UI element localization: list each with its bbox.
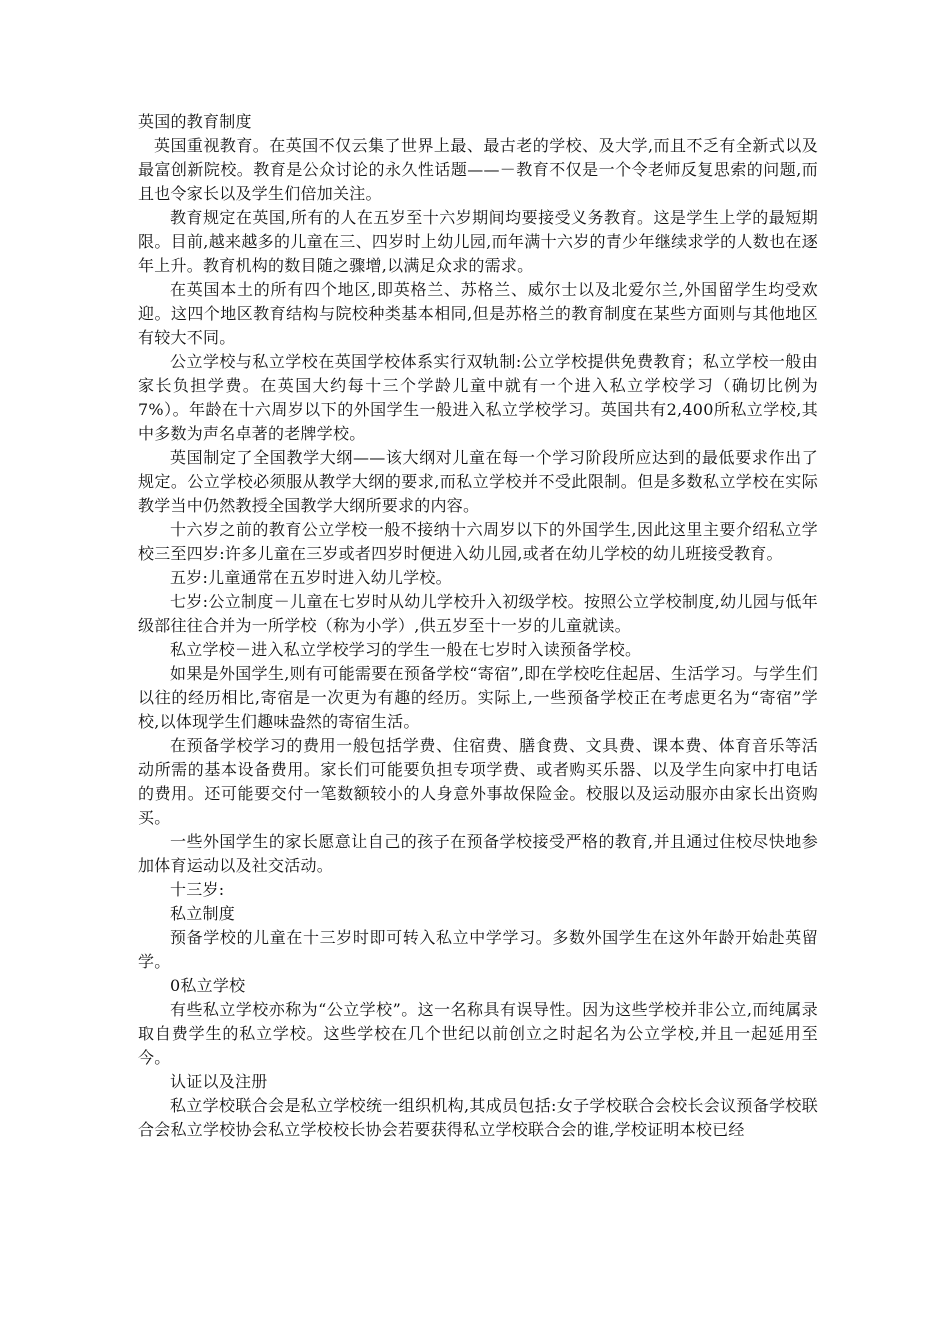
paragraph-dual-system: 公立学校与私立学校在英国学校体系实行双轨制:公立学校提供免费教育；私立学校一般由家长负担学费。在英国大约每十三个学龄儿童中就有一个进入私立学校学习（确切比例为7%）。年龄在十六周岁以下的外国学生一般进入私立学校学习。英国共有2,400所私立学校,其中多数为声名卓著的老牌学校。 — [138, 352, 818, 443]
document-title: 英国的教育制度 — [138, 112, 252, 131]
document-page — [138, 110, 818, 1142]
paragraph-isc-members: 私立学校联合会是私立学校统一组织机构,其成员包括:女子学校联合会校长会议预备学校联合会私立学校协会私立学校校长协会若要获得私立学校联合会的谁,学校证明本校已经 — [138, 1096, 818, 1139]
paragraph-public-school-name: 有些私立学校亦称为“公立学校”。这一名称具有误导性。因为这些学校并非公立,而纯属录取自费学生的私立学校。这些学校在几个世纪以前创立之时起名为公立学校,并且一起延用至今。 — [138, 1000, 818, 1067]
paragraph-private-school-heading: 0私立学校 — [170, 976, 246, 995]
paragraph-national-curriculum: 英国制定了全国教学大纲——该大纲对儿童在每一个学习阶段所应达到的最低要求作出了规定。公立学校必须服从教学大纲的要求,而私立学校并不受此限制。但是多数私立学校在实际教学当中仍然教授全国教学大纲所要求的内容。 — [138, 448, 818, 515]
paragraph-intro: 英国重视教育。在英国不仅云集了世界上最、最古老的学校、及大学,而且不乏有全新式以及最富创新院校。教育是公众讨论的永久性话题——－教育不仅是一个令老师反复思索的问题,而且也令家长以及学生们倍加关注。 — [138, 136, 818, 203]
paragraph-compulsory-education: 教育规定在英国,所有的人在五岁至十六岁期间均要接受义务教育。这是学生上学的最短期限。目前,越来越多的儿童在三、四岁时上幼儿园,而年满十六岁的青少年继续求学的人数也在逐年上升。教育机构的数目随之骤增,以满足众求的需求。 — [138, 208, 818, 275]
paragraph-accreditation-heading: 认证以及注册 — [170, 1072, 268, 1091]
paragraph-age-five: 五岁:儿童通常在五岁时进入幼儿学校。 — [170, 568, 452, 587]
paragraph-boarding: 如果是外国学生,则有可能需要在预备学校“寄宿”,即在学校吃住起居、生活学习。与学生们以往的经历相比,寄宿是一次更为有趣的经历。实际上,一些预备学校正在考虑更名为“寄宿”学校,以体现学生们趣味盎然的寄宿生活。 — [138, 664, 818, 731]
document-body — [138, 134, 818, 1142]
paragraph-four-regions: 在英国本土的所有四个地区,即英格兰、苏格兰、威尔士以及北爱尔兰,外国留学生均受欢迎。这四个地区教育结构与院校种类基本相同,但是苏格兰的教育制度在某些方面则与其他地区有较大不同。 — [138, 280, 818, 347]
paragraph-private-system: 私立制度 — [170, 904, 236, 923]
paragraph-secondary-transfer: 预备学校的儿童在十三岁时即可转入私立中学学习。多数外国学生在这外年龄开始赴英留学。 — [138, 928, 818, 971]
paragraph-age-seven: 七岁:公立制度－儿童在七岁时从幼儿学校升入初级学校。按照公立学校制度,幼儿园与低年级部往往合并为一所学校（称为小学）,供五岁至十一岁的儿童就读。 — [138, 592, 818, 635]
paragraph-private-school-entry: 私立学校－进入私立学校学习的学生一般在七岁时入读预备学校。 — [170, 640, 642, 659]
paragraph-before-sixteen: 十六岁之前的教育公立学校一般不接纳十六周岁以下的外国学生,因此这里主要介绍私立学校三至四岁:许多儿童在三岁或者四岁时便进入幼儿园,或者在幼儿学校的幼儿班接受教育。 — [138, 520, 818, 563]
paragraph-parents-choice: 一些外国学生的家长愿意让自己的孩子在预备学校接受严格的教育,并且通过住校尽快地参加体育运动以及社交活动。 — [138, 832, 818, 875]
paragraph-fees: 在预备学校学习的费用一般包括学费、住宿费、膳食费、文具费、课本费、体育音乐等活动所需的基本设备费用。家长们可能要负担专项学费、或者购买乐器、以及学生向家中打电话的费用。还可能要交付一笔数额较小的人身意外事故保险金。校服以及运动服亦由家长出资购买。 — [138, 736, 818, 827]
paragraph-age-thirteen: 十三岁: — [170, 880, 225, 899]
